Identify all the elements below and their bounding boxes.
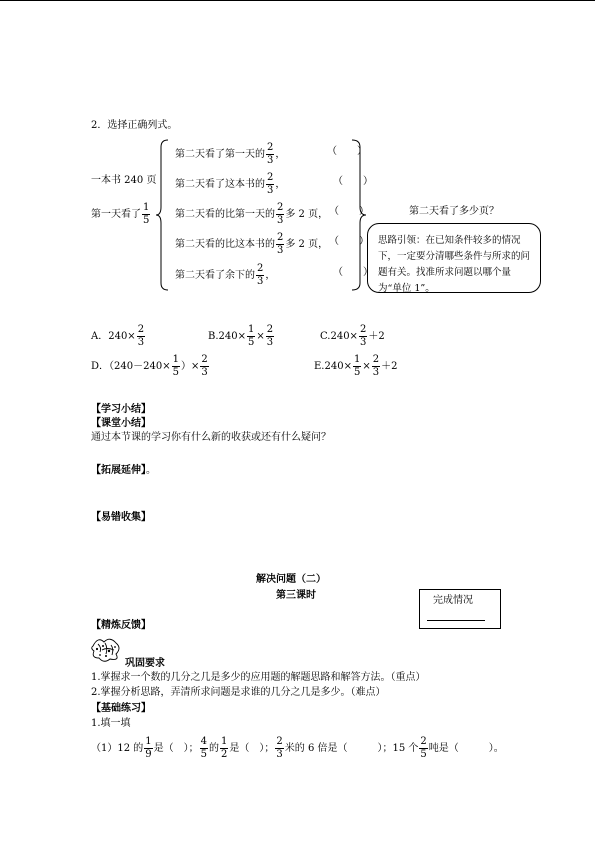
practice-heading: 【精炼反馈】 [91, 620, 151, 631]
question-text: 第二天看了多少页？ [409, 206, 499, 217]
choice-b: B.240× $\frac{1}{5}$ × $\frac{2}{3}$ [208, 324, 274, 348]
requirement-1: 1.掌握求一个数的几分之几是多少的应用题的解题思路和解答方法。（重点） [91, 672, 426, 683]
first-day-label: 第一天看了 $\frac{1}{5}$ [91, 202, 150, 226]
error-collection-heading: 【易错收集】 [91, 512, 151, 523]
fraction: $\frac{1}{5}$ [143, 202, 150, 226]
lesson-title: 解决问题（二） [256, 574, 326, 585]
scribble-icon [90, 634, 124, 664]
completion-underline [427, 620, 485, 621]
extend-heading: 【拓展延伸】。 [91, 465, 156, 476]
summary-heading: 【学习小结】 [91, 404, 151, 415]
hint-bubble [367, 223, 541, 293]
consolidate-heading: 巩固要求 [125, 658, 165, 669]
option-3-answer-blank[interactable]: （ ） [329, 206, 369, 217]
option-2-answer-blank[interactable]: （ ） [333, 176, 373, 187]
choice-a: A．240× $\frac{2}{3}$ [91, 324, 145, 348]
option-1-answer-blank[interactable]: （ ） [327, 146, 367, 157]
option-5: 第二天看了余下的 $\frac{2}{3}$ ， [175, 263, 276, 287]
summary-question: 通过本节课的学习你有什么新的收获或还有什么疑问？ [91, 432, 331, 443]
option-4: 第二天看的比这本书的 $\frac{2}{3}$ 多 2 页， [175, 232, 329, 256]
basic-practice-heading: 【基础练习】 [91, 703, 151, 714]
option-2: 第二天看了这本书的 $\frac{2}{3}$ ， [175, 172, 286, 196]
option-4-answer-blank[interactable]: （ ） [329, 236, 369, 247]
hint-text: 思路引领：在已知条件较多的情况下，一定要分清哪些条件与所求的问题有关。找准所求问题以哪个量为“单位 1”。 [378, 235, 531, 294]
option-3: 第二天看的比第一天的 $\frac{2}{3}$ 多 2 页， [175, 202, 329, 226]
lesson-subtitle: 第三课时 [276, 590, 316, 601]
choice-c: C.240× $\frac{2}{3}$ ＋2 [320, 324, 385, 348]
class-summary-heading: 【课堂小结】 [91, 418, 151, 429]
page-top-border [0, 0, 595, 1]
completion-label: 完成情况 [433, 595, 473, 606]
question-2-title: 2．选择正确列式。 [91, 120, 178, 131]
fill-in-problem-1: （1）12 的 $\frac{1}{9}$ 是（ ）； $\frac{4}{5}$ 的 $\frac{1}{2}$ 是（ ）； $\frac{2}{3}$ 米的 6 倍是（ ）；15 个 $\frac{2}{5}$ 吨是（ ）。 [91, 736, 504, 760]
choice-e: E.240× $\frac{1}{5}$ × $\frac{2}{3}$ ＋2 [314, 354, 398, 378]
option-5-answer-blank[interactable]: （ ） [333, 267, 373, 278]
choice-d: D．（240－240× $\frac{1}{5}$ ）× $\frac{2}{3}$ [91, 354, 208, 378]
requirement-2: 2.掌握分析思路，弄清所求问题是求谁的几分之几是多少。（难点） [91, 687, 386, 698]
left-brace [155, 139, 169, 291]
option-1: 第二天看了第一天的 $\frac{2}{3}$ ， [175, 142, 286, 166]
book-total-label: 一本书 240 页 [91, 175, 157, 186]
fill-in-title: 1.填一填 [91, 718, 131, 729]
